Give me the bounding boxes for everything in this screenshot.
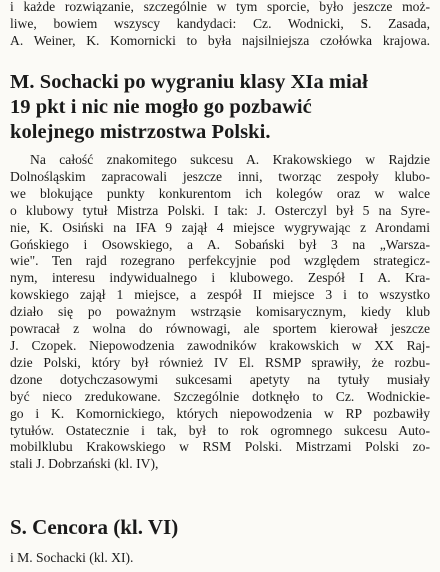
text-line: go i K. Komornickiego, których niepowodzenia w RP pozbawiły [10, 405, 430, 421]
text-line: Na całość znakomitego sukcesu A. Krakowskiego w Rajdzie [30, 152, 430, 167]
heading-line: kolejnego mistrzostwa Polski. [10, 121, 271, 143]
body-paragraph [10, 152, 430, 473]
heading-line: 19 pkt i nic nie mogło go pozbawić [10, 96, 312, 118]
text-line: dzone dotychczasowymi sukcesami apetyty na tytuły musiały [10, 371, 430, 387]
text-line: nie, K. Osiński na IFA 9 zajął 4 miejsce wygrywając z Arondami [10, 219, 430, 235]
text-line: Gońskiego i Osowskiego, a A. Sobański był 3 na „Warsza- [10, 236, 430, 252]
text-line: we blokujące punkty konkurentom ich kolegów oraz w walce [10, 185, 430, 201]
subheading: S. Cencora (kl. VI) [10, 515, 179, 539]
text-line: tytułów. Ostatecznie i tak, był to rok ogromnego sukcesu Auto- [10, 422, 430, 438]
intro-paragraph [10, 0, 430, 49]
section-heading [10, 70, 430, 145]
text-line: i każde rozwiązanie, szczególnie w tym sporcie, było jeszcze moż- [10, 0, 430, 14]
text-line: liwe, bowiem wszyscy kandydaci: Cz. Wodnicki, S. Zasada, [10, 16, 430, 31]
text-line: kowskiego zajął 1 miejsce, a zespół II miejsce 3 i to wszystko [10, 287, 430, 303]
text-line: powracał z wolna do równowagi, ale sportem kierował jeszcze [10, 321, 430, 337]
text-line: A. Weiner, K. Komornicki to była najsilniejsza czołówka krajowa. [10, 33, 430, 48]
text-line: być nieco zredukowane. Szczególnie dotknęło to Cz. Wodnickie- [10, 388, 430, 404]
text-line: Dolnośląskim zapracowali jeszcze inni, tworząc zespoły klubo- [10, 168, 430, 184]
text-line: o klubowy tytuł Mistrza Polski. I tak: J. Osterczyl był 5 na Syre- [10, 202, 430, 218]
text-line: dzie Polski, który był również IV El. RSMP sprawiły, że rozbu- [10, 354, 430, 370]
text-line: działo się po poważnym wstrząsie komisarycznym, kiedy klub [10, 304, 430, 320]
text-line: stali J. Dobrzański (kl. IV), [10, 456, 159, 472]
text-line: J. Czopek. Niepowodzenia zawodników krakowskich w XX Raj- [10, 337, 430, 353]
text-line: nym, interesu indywidualnego i klubowego. Zespół I A. Kra- [10, 270, 430, 286]
footer-line: i M. Sochacki (kl. XI). [10, 550, 134, 565]
text-line: mobilklubu Krakowskiego w RSM Polski. Mistrzami Polski zo- [10, 439, 430, 455]
text-line: wie". Ten rajd rozegrano perfekcyjnie pod względem strategicz- [10, 253, 430, 269]
heading-line: M. Sochacki po wygraniu klasy XIa miał [10, 71, 368, 93]
